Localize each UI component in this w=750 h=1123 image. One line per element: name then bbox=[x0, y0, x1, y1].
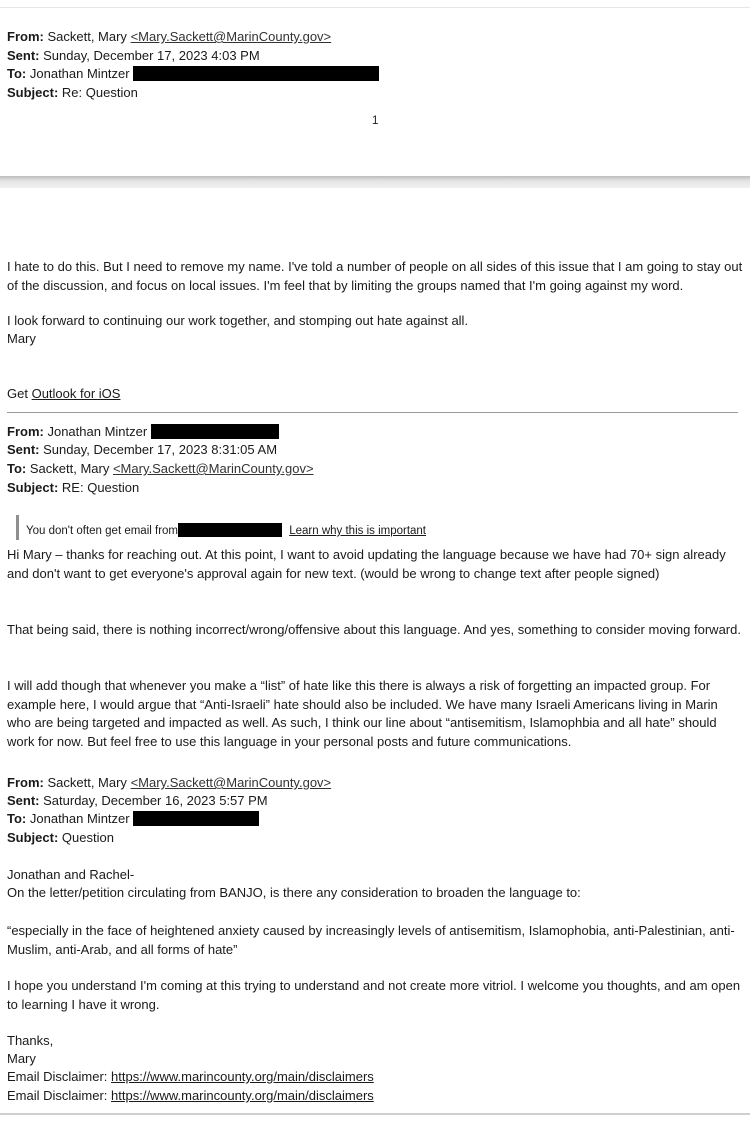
from-label: From: bbox=[7, 775, 44, 790]
message2-p1: Hi Mary – thanks for reaching out. At this point, I want to avoid updating the language because we have had 70+ sign already and don't want to get everyone's approval again for new text. (would be wrong to change text after people signed) bbox=[7, 547, 726, 581]
message1-line2: I look forward to continuing our work together, and stomping out hate against all. bbox=[7, 313, 469, 328]
from-label: From: bbox=[7, 29, 44, 44]
header1-sent bbox=[7, 48, 260, 63]
redaction-bar bbox=[178, 523, 282, 537]
message2-p2: That being said, there is nothing incorrect/wrong/offensive about this language. And yes, something to consider moving forward. bbox=[7, 622, 741, 637]
top-border bbox=[0, 7, 750, 8]
subject-label: Subject: bbox=[7, 830, 59, 845]
disclaimer-line-2 bbox=[7, 1088, 374, 1103]
external-sender-notice bbox=[26, 523, 426, 537]
sent-date: Sunday, December 17, 2023 8:31:05 AM bbox=[43, 442, 278, 457]
message1-body: I hate to do this. But I need to remove my name. I've told a number of people on all sides of this issue that I am going to stay out of the discussion, and focus on local issues. I'm feel that by limiting the groups named that I'm going against my word. bbox=[7, 259, 743, 293]
page-number: 1 bbox=[372, 115, 379, 127]
header1-subject bbox=[7, 85, 138, 100]
from-name: Jonathan Mintzer bbox=[47, 424, 148, 439]
learn-why-link[interactable]: Learn why this is important bbox=[289, 525, 427, 537]
header1-to bbox=[7, 66, 379, 81]
header2-subject bbox=[7, 480, 139, 495]
from-email-link[interactable]: <Mary.Sackett@MarinCounty.gov> bbox=[130, 29, 332, 44]
disclaimer-line-1 bbox=[7, 1069, 374, 1084]
to-email-link[interactable]: <Mary.Sackett@MarinCounty.gov> bbox=[112, 461, 314, 476]
notice-quote-bar bbox=[16, 515, 19, 540]
subject-label: Subject: bbox=[7, 85, 59, 100]
subject-text: Question bbox=[61, 830, 114, 845]
from-label: From: bbox=[7, 424, 44, 439]
sent-label: Sent: bbox=[7, 48, 40, 63]
header3-to bbox=[7, 811, 259, 826]
message3-p2: I hope you understand I'm coming at this trying to understand and not create more vitriol. I welcome you thoughts, and am open to learning I have it wrong. bbox=[7, 978, 741, 1012]
message3-quote: “especially in the face of heightened anxiety caused by increasingly levels of antisemitism, Islamophobia, anti-Palestinian, anti-Muslim, anti-Arab, and all forms of hate” bbox=[7, 923, 735, 957]
message3-greeting: Jonathan and Rachel- bbox=[7, 867, 135, 882]
sent-date: Saturday, December 16, 2023 5:57 PM bbox=[43, 793, 268, 808]
to-label: To: bbox=[7, 66, 27, 81]
disclaimer-label: Email Disclaimer: bbox=[7, 1069, 108, 1084]
to-label: To: bbox=[7, 461, 27, 476]
to-label: To: bbox=[7, 811, 27, 826]
sent-date: Sunday, December 17, 2023 4:03 PM bbox=[43, 48, 260, 63]
get-text: Get bbox=[7, 386, 28, 401]
from-name: Sackett, Mary bbox=[47, 29, 127, 44]
message3-line1: On the letter/petition circulating from BANJO, is there any consideration to broaden the language to: bbox=[7, 885, 581, 900]
bottom-border bbox=[0, 1113, 750, 1115]
message3-signature: Mary bbox=[7, 1051, 36, 1066]
redaction-bar bbox=[151, 424, 279, 439]
header2-to bbox=[7, 461, 314, 476]
disclaimer-link[interactable]: https://www.marincounty.org/main/disclaimers bbox=[111, 1088, 374, 1103]
subject-label: Subject: bbox=[7, 480, 59, 495]
header2-from bbox=[7, 424, 279, 439]
redaction-bar bbox=[133, 66, 379, 81]
notice-text: You don't often get email from bbox=[26, 525, 179, 537]
header1-from bbox=[7, 29, 331, 44]
outlook-ios-link[interactable]: Outlook for iOS bbox=[31, 386, 121, 401]
from-email-link[interactable]: <Mary.Sackett@MarinCounty.gov> bbox=[130, 775, 332, 790]
to-name: Jonathan Mintzer bbox=[29, 811, 130, 826]
header3-subject bbox=[7, 830, 114, 845]
header2-sent bbox=[7, 442, 277, 457]
to-name: Jonathan Mintzer bbox=[29, 66, 130, 81]
from-name: Sackett, Mary bbox=[47, 775, 127, 790]
to-name: Sackett, Mary bbox=[29, 461, 110, 476]
subject-text: Re: Question bbox=[61, 85, 138, 100]
subject-text: RE: Question bbox=[61, 480, 140, 495]
disclaimer-link[interactable]: https://www.marincounty.org/main/disclaimers bbox=[111, 1069, 374, 1084]
get-outlook-line bbox=[7, 386, 120, 401]
message1-signature: Mary bbox=[7, 331, 36, 346]
header3-from bbox=[7, 775, 331, 790]
message2-p3: I will add though that whenever you make a “list” of hate like this there is always a risk of forgetting an impacted group. For example here, I would argue that “Anti-Israeli” hate should also be included. We have many Israeli Americans living in Marin who are being targeted and impacted as well. As such, I think our line about “antisemitism, Islamophbia and all hate” should work for now. But feel free to use this language in your personal posts and future communications. bbox=[7, 678, 718, 749]
sent-label: Sent: bbox=[7, 793, 40, 808]
message-divider bbox=[7, 412, 738, 413]
sent-label: Sent: bbox=[7, 442, 40, 457]
redaction-bar bbox=[133, 811, 259, 826]
disclaimer-label: Email Disclaimer: bbox=[7, 1088, 108, 1103]
message3-thanks: Thanks, bbox=[7, 1033, 54, 1048]
header3-sent bbox=[7, 793, 268, 808]
page-break bbox=[0, 176, 750, 188]
